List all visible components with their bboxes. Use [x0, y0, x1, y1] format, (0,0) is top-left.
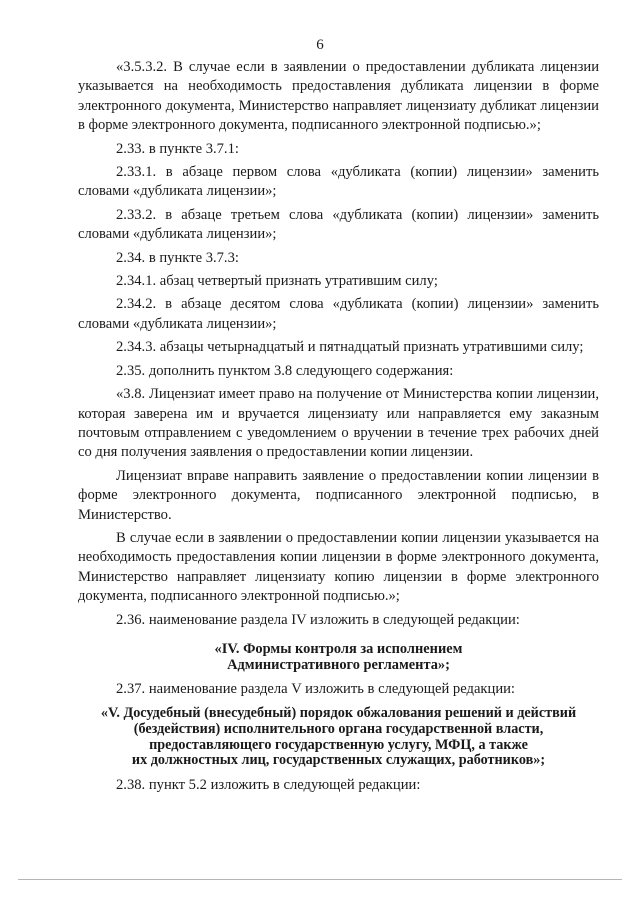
paragraph-electronic-request: Лицензиат вправе направить заявление о предоставлении копии лицензии в форме электронного документа, подписанного электронной подписью, в Министерство.	[78, 467, 599, 523]
paragraph-3-8: «3.8. Лицензиат имеет право на получение от Министерства копии лицензии, которая заверена им и вручается лицензиату или направляется ему заказным почтовым отправлением с уведомлением о вручении в течение трех рабочих дней со дня получения заявления о предоставлении копии лицензии.	[78, 386, 599, 461]
page-bottom-rule	[18, 879, 622, 880]
paragraph-3-5-3-2: «3.5.3.2. В случае если в заявлении о предоставлении дубликата лицензии указывается на необходимость предоставления дубликата лицензии в форме электронного документа, Министерство направляет лицензиату дубликат лицензии в форме электронного документа, подписанного электронной подписью.»;	[78, 59, 599, 134]
paragraph-2-38: 2.38. пункт 5.2 изложить в следующей редакции:	[116, 776, 421, 793]
paragraph-2-35: 2.35. дополнить пунктом 3.8 следующего содержания:	[116, 362, 454, 379]
page-number: 6	[316, 37, 324, 53]
paragraph-2-36: 2.36. наименование раздела IV изложить в следующей редакции:	[116, 611, 520, 628]
paragraph-2-34: 2.34. в пункте 3.7.3:	[116, 249, 239, 266]
paragraph-2-33: 2.33. в пункте 3.7.1:	[116, 140, 239, 157]
paragraph-2-34-1: 2.34.1. абзац четвертый признать утратившим силу;	[116, 273, 438, 290]
paragraph-electronic-copy: В случае если в заявлении о предоставлении копии лицензии указывается на необходимость предоставления копии лицензии в форме электронного документа, Министерство направляет лицензиату копию лицензии в форме электронного документа, подписанного электронной подписью.»;	[78, 529, 599, 605]
paragraph-2-37: 2.37. наименование раздела V изложить в следующей редакции:	[116, 680, 515, 697]
document-body	[78, 58, 599, 795]
paragraph-2-33-2: 2.33.2. в абзаце третьем слова «дубликата (копии) лицензии» заменить словами «дубликата лицензии»;	[78, 206, 599, 243]
paragraph-2-34-3: 2.34.3. абзацы четырнадцатый и пятнадцатый признать утратившими силу;	[116, 339, 584, 356]
paragraph-2-33-1: 2.33.1. в абзаце первом слова «дубликата (копии) лицензии» заменить словами «дубликата лицензии»;	[78, 164, 599, 200]
section-v-heading: «V. Досудебный (внесудебный) порядок обжалования решений и действий (бездействия) исполнительного органа государственной власти, предоставляющего государственную услугу, МФЦ, а также их должностных лиц, государственных служащих, работников»;	[100, 705, 577, 769]
paragraph-2-34-2: 2.34.2. в абзаце десятом слова «дубликата (копии) лицензии» заменить словами «дубликата лицензии»;	[78, 296, 599, 332]
section-iv-heading: «IV. Формы контроля за исполнением Административного регламента»;	[214, 640, 463, 673]
